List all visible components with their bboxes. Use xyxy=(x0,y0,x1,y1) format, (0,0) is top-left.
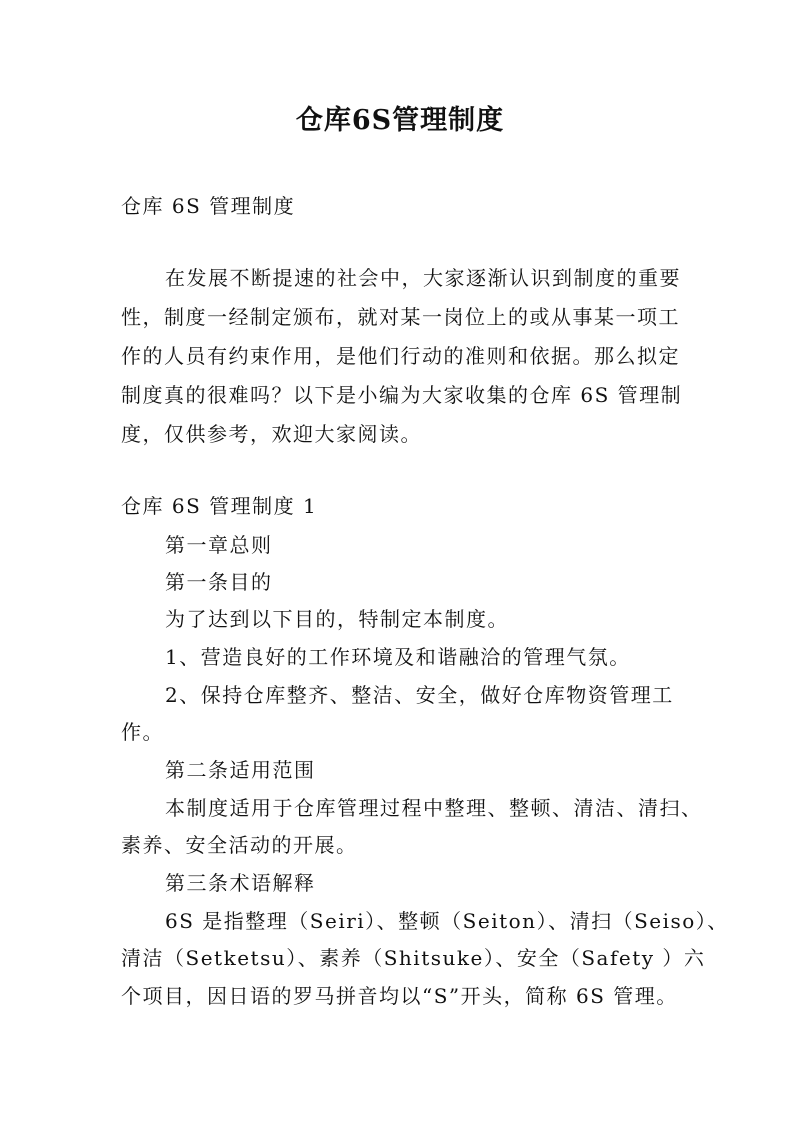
body-line: 2、保持仓库整齐、整洁、安全，做好仓库物资管理工 xyxy=(165,683,674,707)
intro-line: 制度真的很难吗？以下是小编为大家收集的仓库 6S 管理制 xyxy=(121,383,683,407)
intro-line: 度，仅供参考，欢迎大家阅读。 xyxy=(121,422,422,446)
body-line: 作。 xyxy=(121,720,164,744)
body-line: 素养、安全活动的开展。 xyxy=(121,833,358,857)
section-title: 仓库 6S 管理制度 1 xyxy=(121,494,318,518)
intro-line: 性，制度一经制定颁布，就对某一岗位上的或从事某一项工 xyxy=(121,305,680,329)
body-line: 1、营造良好的工作环境及和谐融洽的管理气氛。 xyxy=(165,645,631,669)
body-line: 清洁（Setketsu）、素养（Shitsuke）、安全（Safety ）六 xyxy=(121,946,706,970)
body-line: 个项目，因日语的罗马拼音均以“S”开头，简称 6S 管理。 xyxy=(121,984,678,1008)
body-line: 第二条适用范围 xyxy=(165,758,316,782)
document-heading: 仓库 6S 管理制度 xyxy=(121,194,296,218)
body-line: 6S 是指整理（Seiri）、整顿（Seiton）、清扫（Seiso）、 xyxy=(165,909,729,933)
body-line: 第一条目的 xyxy=(165,570,273,594)
intro-line: 作的人员有约束作用，是他们行动的准则和依据。那么拟定 xyxy=(121,344,680,368)
body-line: 第一章总则 xyxy=(165,533,273,557)
intro-line: 在发展不断提速的社会中，大家逐渐认识到制度的重要 xyxy=(165,266,681,290)
body-line: 本制度适用于仓库管理过程中整理、整顿、清洁、清扫、 xyxy=(165,796,703,820)
body-line: 为了达到以下目的，特制定本制度。 xyxy=(165,607,509,631)
document-title: 仓库6S管理制度 xyxy=(295,105,505,136)
body-line: 第三条术语解释 xyxy=(165,871,316,895)
